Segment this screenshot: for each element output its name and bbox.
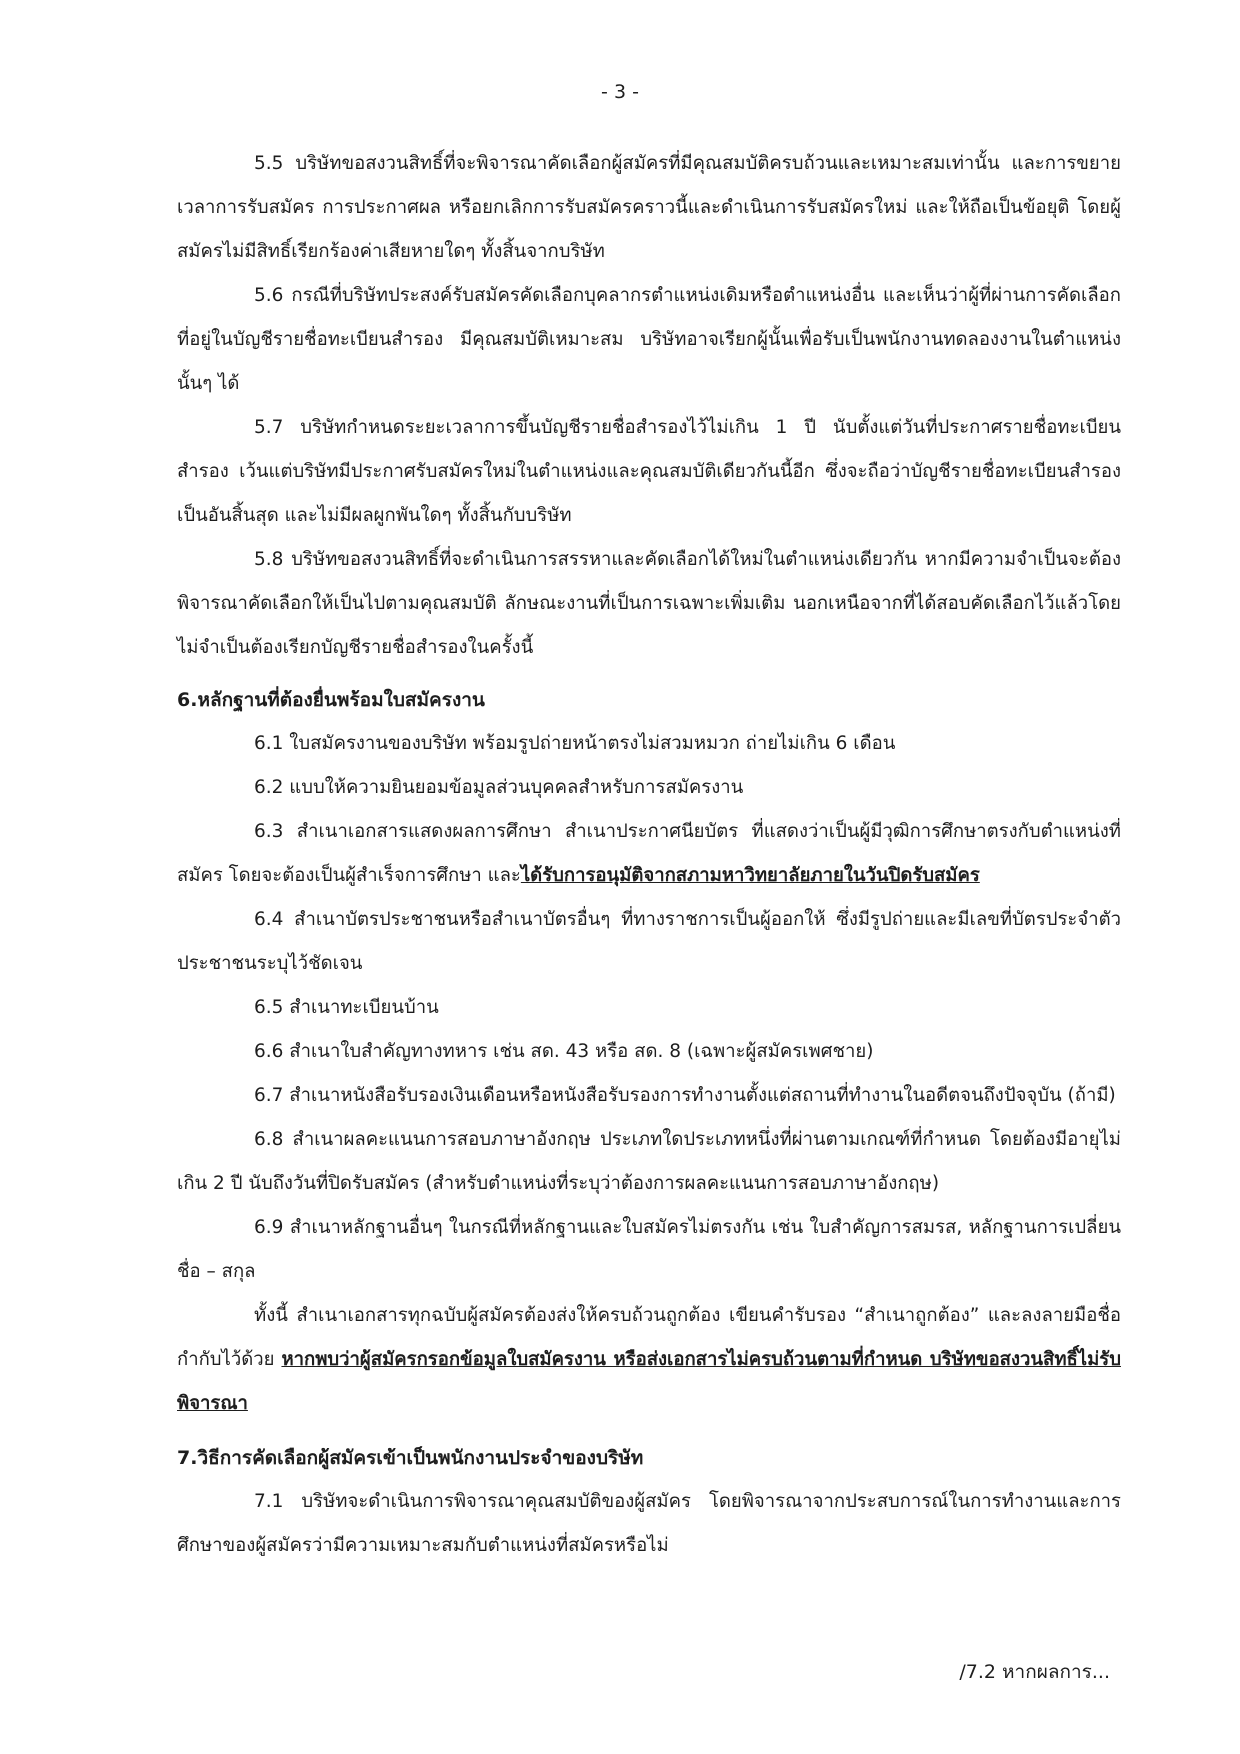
note-emphasis: หากพบว่าผู้สมัครกรอกข้อมูลใบสมัครงาน หรือส่งเอกสารไม่ครบถ้วนตามที่กำหนด บริษัทขอสงวนสิทธิ์ไม่รับพิจารณา [177,1349,1121,1414]
paragraph-6-4: 6.4 สำเนาบัตรประชาชนหรือสำเนาบัตรอื่นๆ ที่ทางราชการเป็นผู้ออกให้ ซึ่งมีรูปถ่ายและมีเลขที่บัตรประจำตัวประชาชนระบุไว้ชัดเจน [177,909,1121,974]
paragraph-6-3-text: 6.3 สำเนาเอกสารแสดงผลการศึกษา สำเนาประกาศนียบัตร ที่แสดงว่าเป็นผู้มีวุฒิการศึกษาตรงกับตำแหน่งที่สมัคร โดยจะต้องเป็นผู้สำเร็จการศึกษา และ [177,821,1121,886]
paragraph-6-6: 6.6 สำเนาใบสำคัญทางทหาร เช่น สด. 43 หรือ สด. 8 (เฉพาะผู้สมัครเพศชาย) [254,1041,874,1062]
paragraph-6-8: 6.8 สำเนาผลคะแนนการสอบภาษาอังกฤษ ประเภทใดประเภทหนึ่งที่ผ่านตามเกณฑ์ที่กำหนด โดยต้องมีอายุไม่เกิน 2 ปี นับถึงวันที่ปิดรับสมัคร (สำหรับตำแหน่งที่ระบุว่าต้องการผลคะแนนการสอบภาษาอังกฤษ) [177,1129,1121,1194]
paragraph-5-8: 5.8 บริษัทขอสงวนสิทธิ์ที่จะดำเนินการสรรหาและคัดเลือกได้ใหม่ในตำแหน่งเดียวกัน หากมีความจำเป็นจะต้องพิจารณาคัดเลือกให้เป็นไปตามคุณสมบัติ ลักษณะงานที่เป็นการเฉพาะเพิ่มเติม นอกเหนือจากที่ได้สอบคัดเลือกไว้แล้วโดยไม่จำเป็นต้องเรียกบัญชีรายชื่อสำรองในครั้งนี้ [177,549,1121,658]
paragraph-6-5: 6.5 สำเนาทะเบียนบ้าน [254,997,439,1018]
paragraph-6-3-emphasis: ได้รับการอนุมัติจากสภามหาวิทยาลัยภายในวันปิดรับสมัคร [520,865,980,886]
continued-marker: /7.2 หากผลการ... [959,1661,1110,1683]
paragraph-5-7: 5.7 บริษัทกำหนดระยะเวลาการขึ้นบัญชีรายชื่อสำรองไว้ไม่เกิน 1 ปี นับตั้งแต่วันที่ประกาศรายชื่อทะเบียนสำรอง เว้นแต่บริษัทมีประกาศรับสมัครใหม่ในตำแหน่งและคุณสมบัติเดียวกันนี้อีก ซึ่งจะถือว่าบัญชีรายชื่อทะเบียนสำรองเป็นอันสิ้นสุด และไม่มีผลผูกพันใดๆ ทั้งสิ้นกับบริษัท [177,417,1121,526]
section-7-heading: 7.วิธีการคัดเลือกผู้สมัครเข้าเป็นพนักงานประจำของบริษัท [177,1447,644,1469]
page-number: - 3 - [601,81,639,103]
document-body [177,142,1121,1568]
paragraph-6-9: 6.9 สำเนาหลักฐานอื่นๆ ในกรณีที่หลักฐานและใบสมัครไม่ตรงกัน เช่น ใบสำคัญการสมรส, หลักฐานการเปลี่ยนชื่อ – สกุล [177,1217,1121,1282]
paragraph-6-7: 6.7 สำเนาหนังสือรับรองเงินเดือนหรือหนังสือรับรองการทำงานตั้งแต่สถานที่ทำงานในอดีตจนถึงปัจจุบัน (ถ้ามี) [254,1085,1116,1106]
note-text: ทั้งนี้ สำเนาเอกสารทุกฉบับผู้สมัครต้องส่งให้ครบถ้วนถูกต้อง เขียนคำรับรอง “สำเนาถูกต้อง” และลงลายมือชื่อกำกับไว้ด้วย [177,1305,1121,1370]
paragraph-5-6: 5.6 กรณีที่บริษัทประสงค์รับสมัครคัดเลือกบุคลากรตำแหน่งเดิมหรือตำแหน่งอื่น และเห็นว่าผู้ที่ผ่านการคัดเลือกที่อยู่ในบัญชีรายชื่อทะเบียนสำรอง มีคุณสมบัติเหมาะสม บริษัทอาจเรียกผู้นั้นเพื่อรับเป็นพนักงานทดลองงานในตำแหน่งนั้นๆ ได้ [177,285,1121,394]
paragraph-5-5: 5.5 บริษัทขอสงวนสิทธิ์ที่จะพิจารณาคัดเลือกผู้สมัครที่มีคุณสมบัติครบถ้วนและเหมาะสมเท่านั้น และการขยายเวลาการรับสมัคร การประกาศผล หรือยกเลิกการรับสมัครคราวนี้และดำเนินการรับสมัครใหม่ และให้ถือเป็นข้อยุติ โดยผู้สมัครไม่มีสิทธิ์เรียกร้องค่าเสียหายใดๆ ทั้งสิ้นจากบริษัท [177,153,1121,262]
paragraph-6-3 [177,810,1121,898]
paragraph-note [177,1294,1121,1426]
paragraph-7-1: 7.1 บริษัทจะดำเนินการพิจารณาคุณสมบัติของผู้สมัคร โดยพิจารณาจากประสบการณ์ในการทำงานและการศึกษาของผู้สมัครว่ามีความเหมาะสมกับตำแหน่งที่สมัครหรือไม่ [177,1491,1121,1556]
paragraph-6-1: 6.1 ใบสมัครงานของบริษัท พร้อมรูปถ่ายหน้าตรงไม่สวมหมวก ถ่ายไม่เกิน 6 เดือน [254,733,896,754]
paragraph-6-2: 6.2 แบบให้ความยินยอมข้อมูลส่วนบุคคลสำหรับการสมัครงาน [254,777,744,798]
section-6-heading: 6.หลักฐานที่ต้องยื่นพร้อมใบสมัครงาน [177,689,485,711]
